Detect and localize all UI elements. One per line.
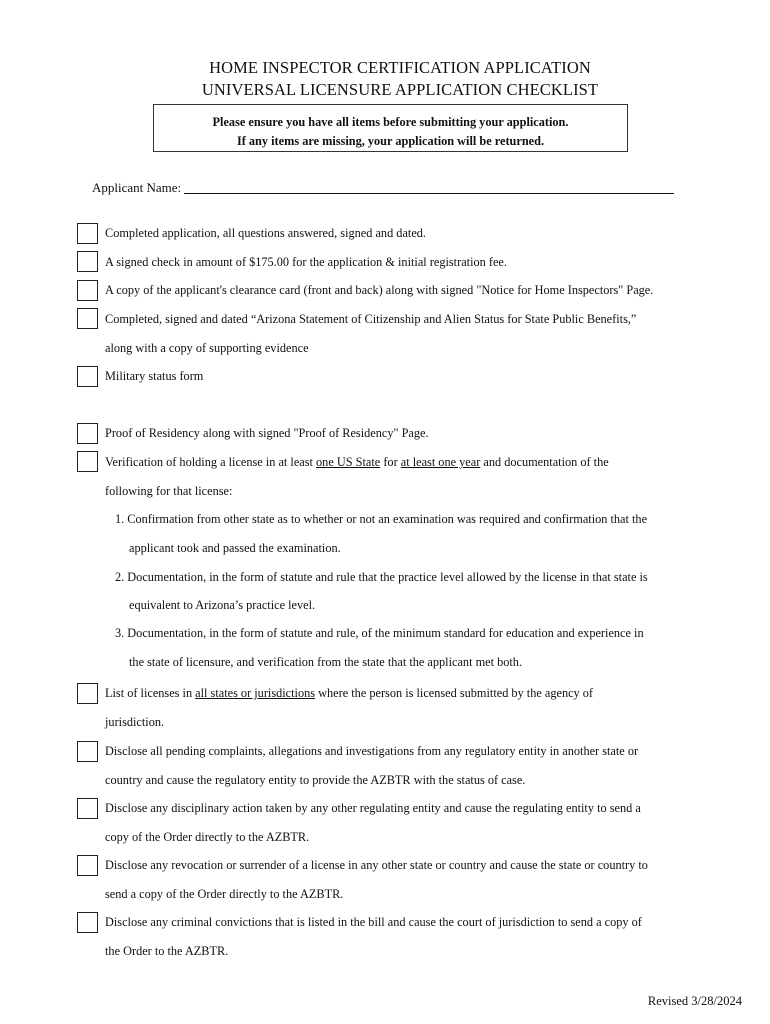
checkbox-pending-complaints[interactable] bbox=[77, 741, 98, 762]
sub-item-examination-confirmation: 1. Confirmation from other state as to whether or not an examination was required and confirmation that the bbox=[115, 512, 648, 526]
sub-item-practice-level-cont: equivalent to Arizona’s practice level. bbox=[129, 598, 316, 612]
applicant-name-field[interactable] bbox=[184, 193, 674, 194]
item-citizenship-statement-cont: along with a copy of supporting evidence bbox=[105, 341, 309, 355]
license-verification-for: for bbox=[380, 455, 401, 469]
item-criminal-convictions-cont: the Order to the AZBTR. bbox=[105, 944, 229, 958]
item-license-verification bbox=[105, 455, 609, 470]
notice-line-1: Please ensure you have all items before submitting your application. bbox=[212, 115, 569, 129]
checkbox-proof-of-residency[interactable] bbox=[77, 423, 98, 444]
item-military-status: Military status form bbox=[105, 369, 204, 383]
item-pending-complaints-cont: country and cause the regulatory entity to provide the AZBTR with the status of case. bbox=[105, 773, 526, 787]
checkbox-revocation-surrender[interactable] bbox=[77, 855, 98, 876]
sub-item-minimum-standard: 3. Documentation, in the form of statute and rule, of the minimum standard for education and experience in bbox=[115, 626, 644, 640]
document-subtitle: UNIVERSAL LICENSURE APPLICATION CHECKLIST bbox=[201, 80, 599, 99]
notice-box bbox=[153, 104, 628, 152]
item-proof-of-residency: Proof of Residency along with signed "Proof of Residency" Page. bbox=[105, 426, 429, 440]
item-list-of-licenses bbox=[105, 686, 593, 701]
checkbox-criminal-convictions[interactable] bbox=[77, 912, 98, 933]
list-of-licenses-rest: where the person is licensed submitted by the agency of bbox=[315, 686, 594, 700]
checkbox-clearance-card[interactable] bbox=[77, 280, 98, 301]
checkbox-list-of-licenses[interactable] bbox=[77, 683, 98, 704]
list-of-licenses-text: List of licenses in bbox=[105, 686, 196, 700]
checkbox-citizenship-statement[interactable] bbox=[77, 308, 98, 329]
applicant-name-label: Applicant Name: bbox=[92, 180, 182, 195]
license-verification-rest: and documentation of the bbox=[480, 455, 609, 469]
item-list-of-licenses-cont: jurisdiction. bbox=[105, 715, 165, 729]
item-pending-complaints: Disclose all pending complaints, allegations and investigations from any regulatory entity in another state or bbox=[105, 744, 639, 758]
item-clearance-card: A copy of the applicant's clearance card (front and back) along with signed "Notice for Home Inspectors" Page. bbox=[105, 283, 654, 297]
item-signed-check: A signed check in amount of $175.00 for the application & initial registration fee. bbox=[105, 255, 507, 269]
checkbox-disciplinary-action[interactable] bbox=[77, 798, 98, 819]
checkbox-completed-application[interactable] bbox=[77, 223, 98, 244]
item-completed-application: Completed application, all questions answered, signed and dated. bbox=[105, 226, 427, 240]
at-least-one-year-text: at least one year bbox=[400, 455, 481, 469]
sub-item-practice-level: 2. Documentation, in the form of statute and rule that the practice level allowed by the license in that state is bbox=[115, 570, 648, 584]
all-states-text: all states or jurisdictions bbox=[195, 686, 316, 700]
revision-date: Revised 3/28/2024 bbox=[647, 994, 742, 1008]
one-us-state-text: one US State bbox=[316, 455, 381, 469]
license-verification-text: Verification of holding a license in at least bbox=[105, 455, 317, 469]
item-disciplinary-action-cont: copy of the Order directly to the AZBTR. bbox=[105, 830, 310, 844]
item-revocation-surrender-cont: send a copy of the Order directly to the AZBTR. bbox=[105, 887, 344, 901]
document-title: HOME INSPECTOR CERTIFICATION APPLICATION bbox=[209, 58, 591, 77]
checkbox-license-verification[interactable] bbox=[77, 451, 98, 472]
item-citizenship-statement: Completed, signed and dated “Arizona Statement of Citizenship and Alien Status for State Public Benefits,” bbox=[105, 312, 637, 326]
item-license-verification-cont: following for that license: bbox=[105, 484, 233, 498]
sub-item-minimum-standard-cont: the state of licensure, and verification from the state that the applicant met both. bbox=[129, 655, 523, 669]
item-disciplinary-action: Disclose any disciplinary action taken by any other regulating entity and cause the regulating entity to send a bbox=[105, 801, 641, 815]
notice-line-2: If any items are missing, your application will be returned. bbox=[236, 134, 545, 148]
checkbox-military-status[interactable] bbox=[77, 366, 98, 387]
sub-item-examination-confirmation-cont: applicant took and passed the examination. bbox=[129, 541, 341, 555]
item-revocation-surrender: Disclose any revocation or surrender of a license in any other state or country and cause the state or country to bbox=[105, 858, 648, 872]
item-criminal-convictions: Disclose any criminal convictions that is listed in the bill and cause the court of jurisdiction to send a copy of bbox=[105, 915, 642, 929]
checkbox-signed-check[interactable] bbox=[77, 251, 98, 272]
